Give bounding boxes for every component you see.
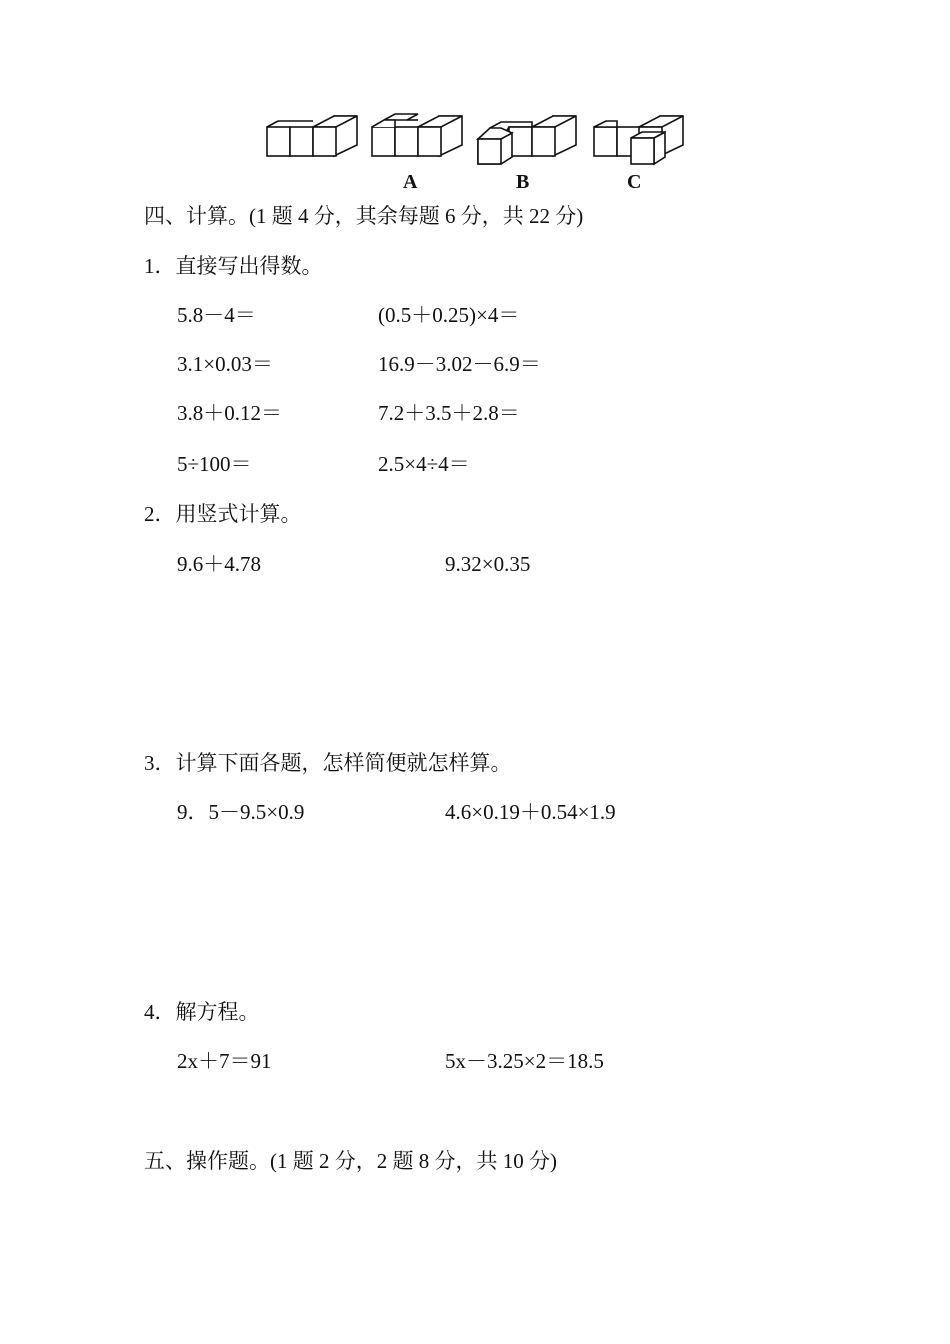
q2-item: 9.32×0.35 (445, 552, 531, 576)
option-b-label: B (516, 171, 530, 193)
q1-item: 5÷100＝ (177, 452, 252, 476)
q3-title: 3．计算下面各题，怎样简便就怎样算。 (144, 751, 512, 775)
q3-item: 9．5－9.5×0.9 (177, 800, 305, 824)
q1-item: (0.5＋0.25)×4＝ (378, 303, 520, 327)
cube-views-figure (0, 0, 950, 200)
given-cube-view (267, 116, 357, 156)
q1-item: 2.5×4÷4＝ (378, 452, 470, 476)
q4-title: 4．解方程。 (144, 1000, 260, 1024)
option-a-cube-view (372, 114, 462, 156)
option-b-cube-view (478, 116, 576, 164)
q1-item: 7.2＋3.5＋2.8＝ (378, 401, 520, 425)
section4-title: 四、计算。(1 题 4 分，其余每题 6 分，共 22 分) (144, 204, 584, 228)
option-c-label: C (627, 171, 642, 193)
q4-item: 2x＋7＝91 (177, 1049, 272, 1073)
q1-item: 16.9－3.02－6.9＝ (378, 352, 541, 376)
q2-title: 2．用竖式计算。 (144, 502, 302, 526)
q1-item: 5.8－4＝ (177, 303, 256, 327)
q3-item: 4.6×0.19＋0.54×1.9 (445, 800, 616, 824)
q2-item: 9.6＋4.78 (177, 552, 261, 576)
q1-title: 1．直接写出得数。 (144, 254, 323, 278)
q4-item: 5x－3.25×2＝18.5 (445, 1049, 604, 1073)
q1-item: 3.1×0.03＝ (177, 352, 273, 376)
option-a-label: A (403, 171, 418, 193)
option-c-cube-view (594, 116, 683, 164)
q1-item: 3.8＋0.12＝ (177, 401, 282, 425)
section5-title: 五、操作题。(1 题 2 分，2 题 8 分，共 10 分) (144, 1149, 557, 1173)
